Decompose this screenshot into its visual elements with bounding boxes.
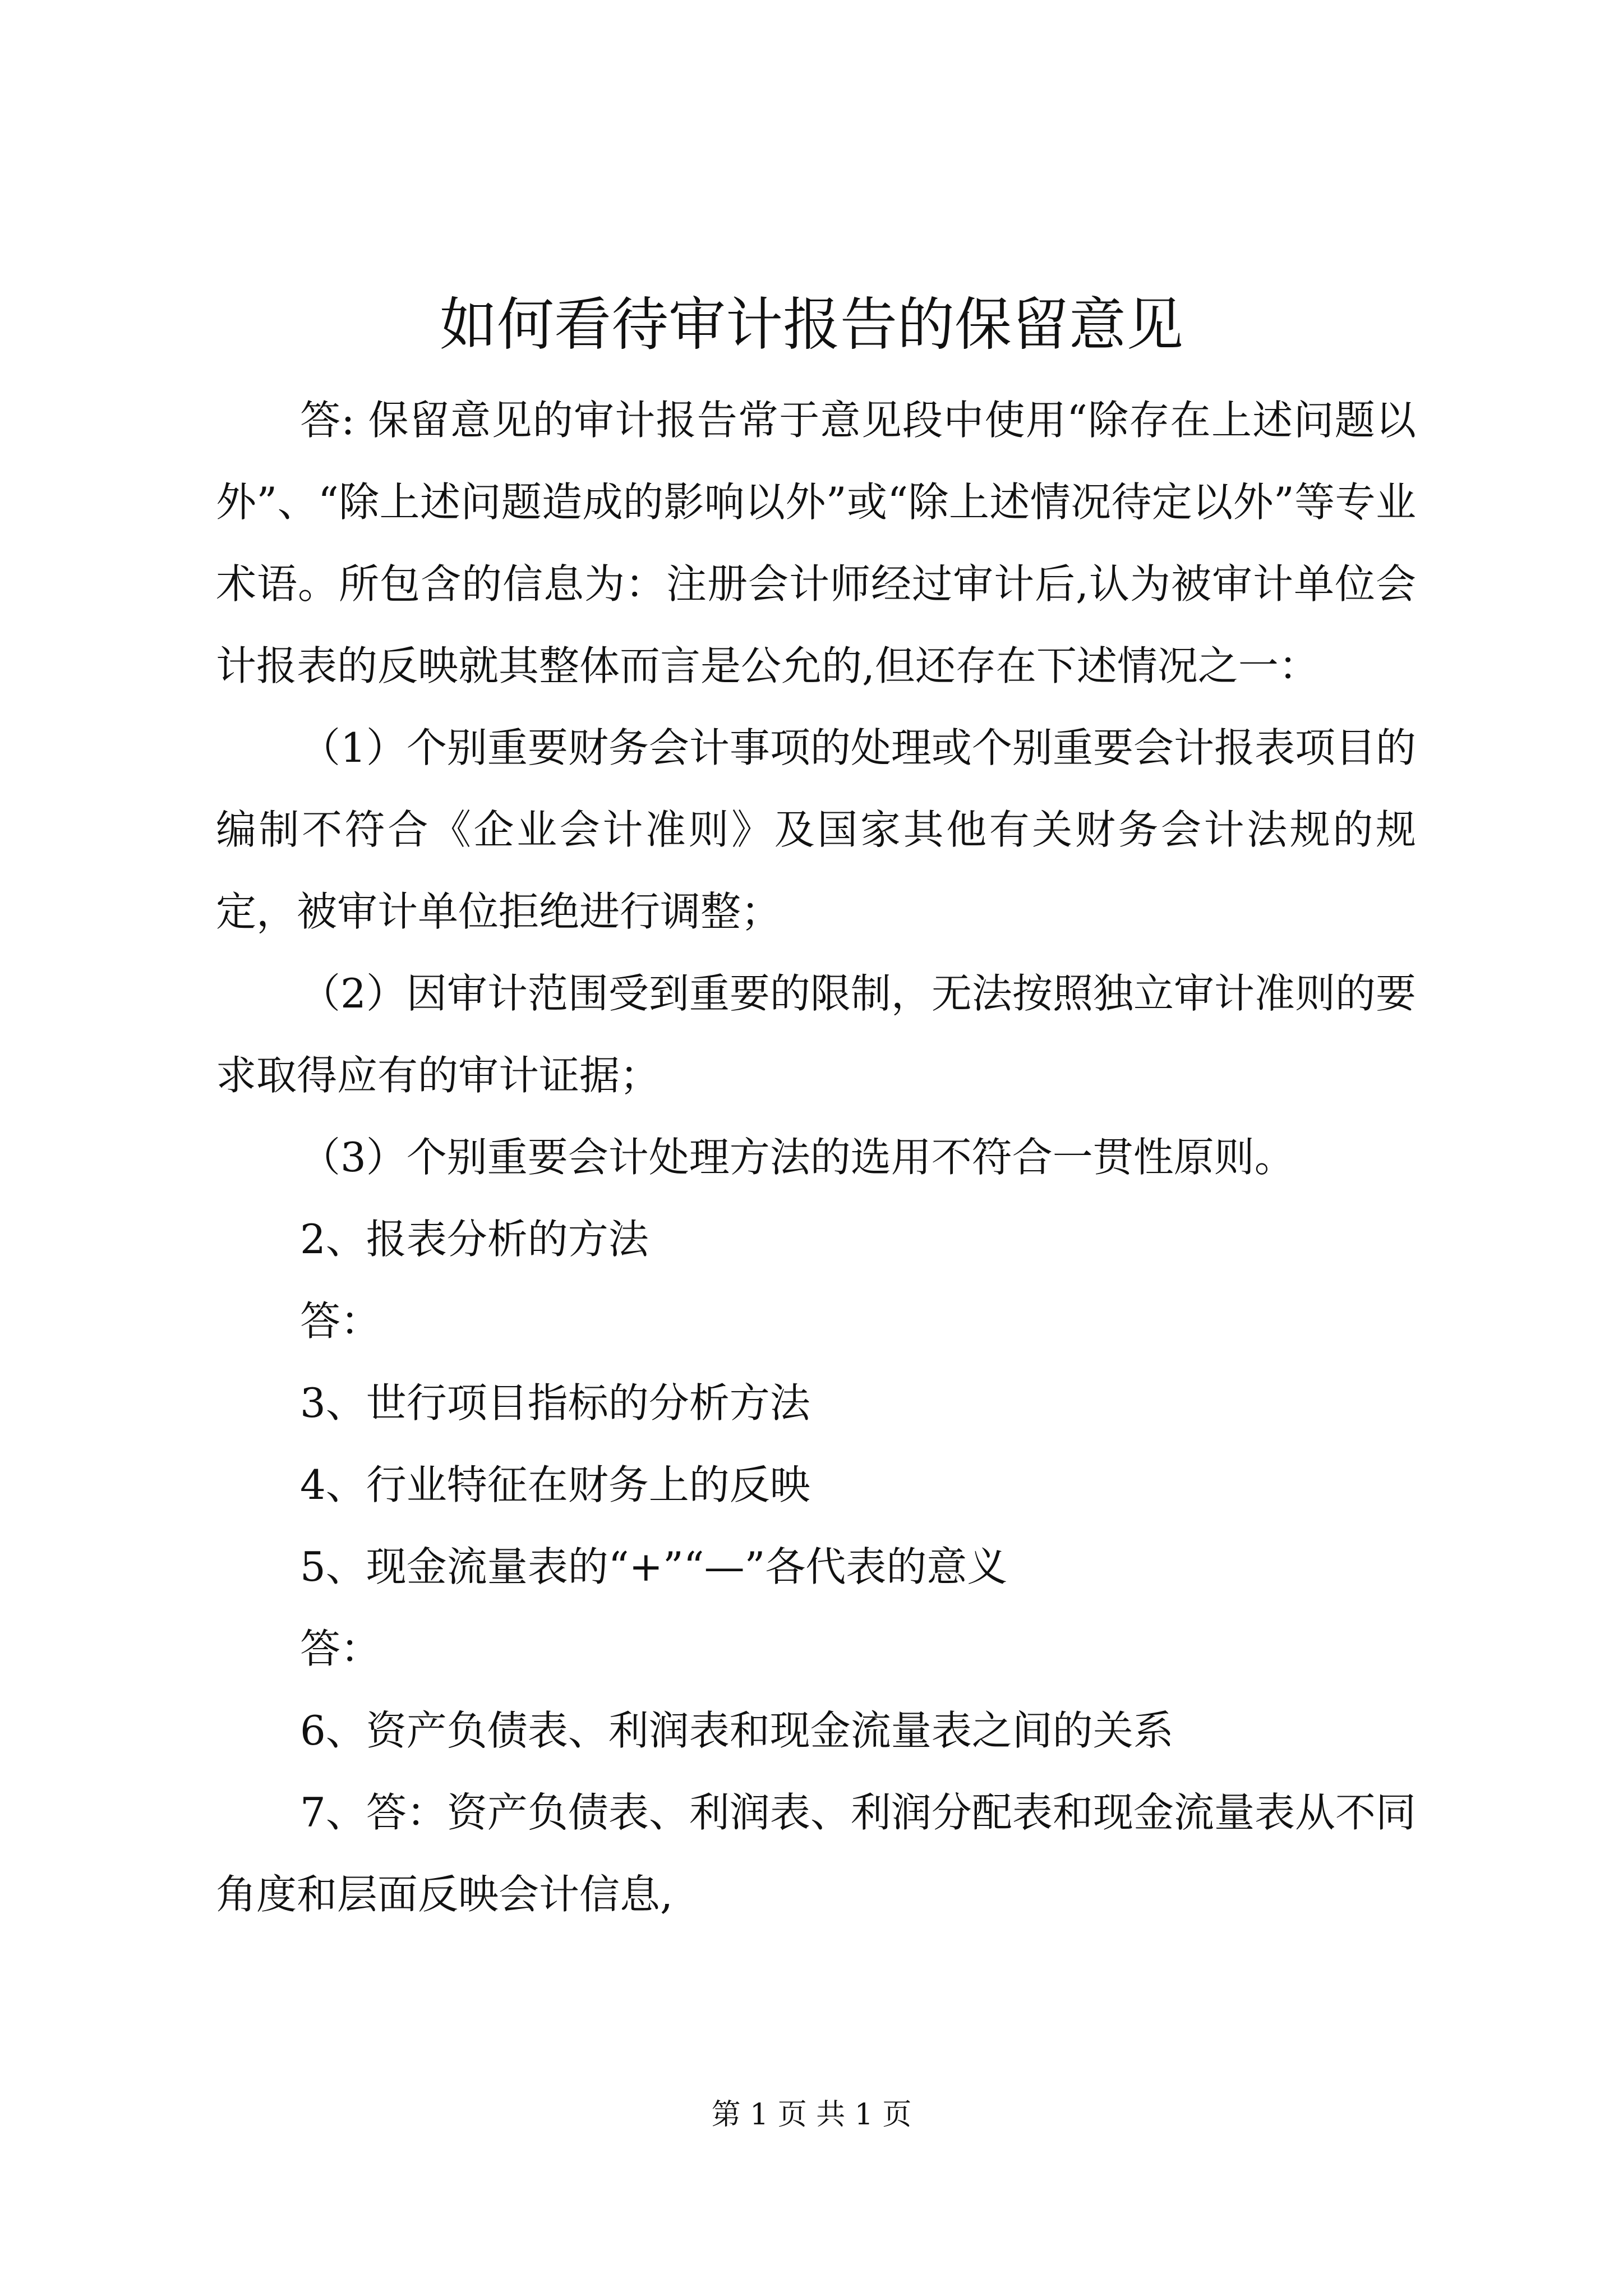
question-4: 4、行业特征在财务上的反映 xyxy=(300,1461,810,1508)
paragraph-item-2: （2）因审计范围受到重要的限制，无法按照独立审计准则的要求取得应有的审计证据； xyxy=(216,970,1416,1099)
document-title: 如何看待审计报告的保留意见 xyxy=(440,292,1183,358)
answer-5: 答： xyxy=(300,1625,381,1672)
question-5: 5、现金流量表的“+”“—”各代表的意义 xyxy=(300,1543,1008,1590)
paragraph-item-3: （3）个别重要会计处理方法的选用不符合一贯性原则。 xyxy=(300,1134,1295,1181)
question-6: 6、资产负债表、利润表和现金流量表之间的关系 xyxy=(300,1707,1174,1754)
page-number-footer: 第 1 页 共 1 页 xyxy=(711,2098,912,2132)
question-3: 3、世行项目指标的分析方法 xyxy=(300,1379,810,1427)
document-body xyxy=(216,379,1416,1935)
answer-7: 7、答：资产负债表、利润表、利润分配表和现金流量表从不同角度和层面反映会计信息, xyxy=(216,1789,1416,1918)
paragraph-item-1: （1）个别重要财务会计事项的处理或个别重要会计报表项目的编制不符合《企业会计准则》及国家其他有关财务会计法规的规定，被审计单位拒绝进行调整； xyxy=(216,724,1416,935)
answer-2: 答： xyxy=(300,1297,381,1345)
paragraph-answer-intro: 答: 保留意见的审计报告常于意见段中使用“除存在上述问题以外”、“除上述问题造成的影响以外”或“除上述情况待定以外”等专业术语。所包含的信息为：注册会计师经过审计后,认为被审计单位会计报表的反映就其整体而言是公允的,但还存在下述情况之一： xyxy=(216,397,1416,689)
question-2: 2、报表分析的方法 xyxy=(300,1216,649,1263)
